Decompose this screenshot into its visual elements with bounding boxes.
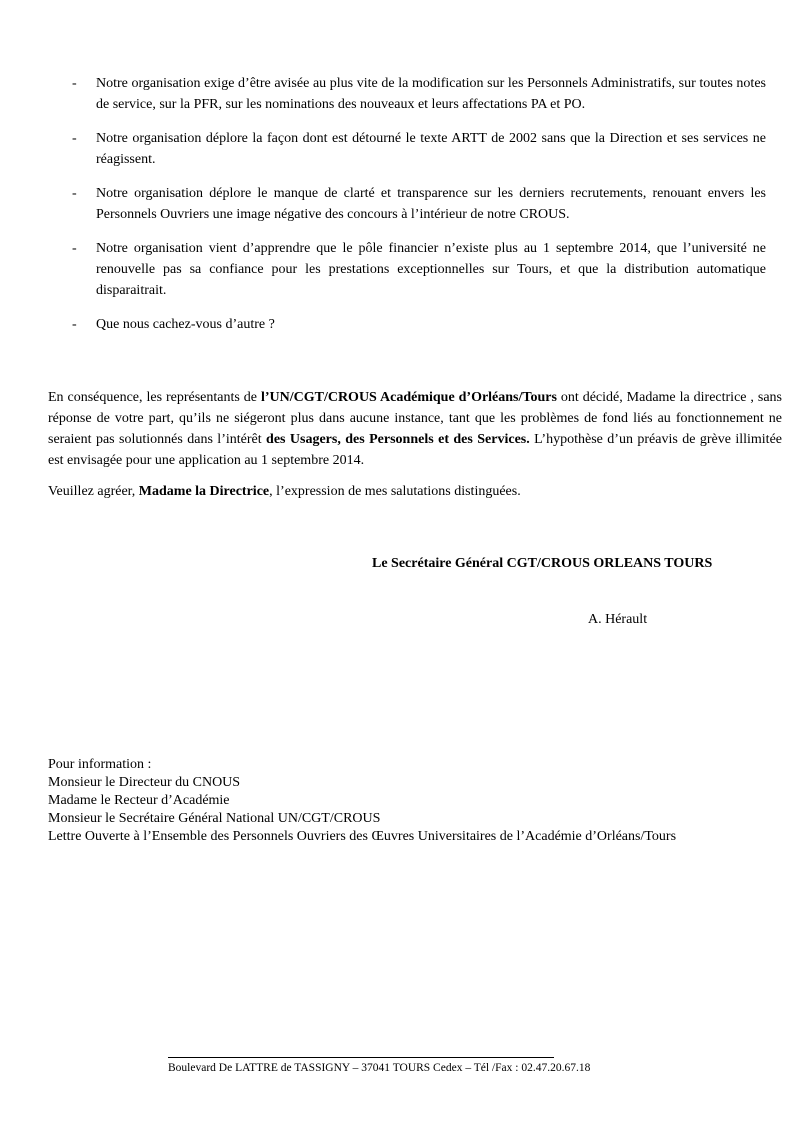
- consequence-paragraph: [48, 387, 782, 471]
- union-name: l’UN/CGT/CROUS Académique d’Orléans/Tours: [260, 390, 557, 405]
- demands-list: [72, 73, 766, 335]
- footer-divider: [168, 1057, 554, 1058]
- recipient-line: Monsieur le Secrétaire Général National UN/CGT/CROUS: [48, 811, 381, 826]
- list-item: - Notre organisation exige d’être avisée au plus vite de la modification sur les Personnels Administratifs, sur toutes notes de service, sur la PFR, sur les nominations des nouveaux et leurs affectations PA et PO.: [72, 73, 766, 115]
- copy-recipients: [48, 756, 676, 846]
- signature-name: A. Hérault: [588, 612, 648, 627]
- footer-address: Boulevard De LATTRE de TASSIGNY – 37041 TOURS Cedex – Tél /Fax : 02.47.20.67.18: [168, 1062, 591, 1074]
- list-item: - Notre organisation déplore la façon dont est détourné le texte ARTT de 2002 sans que la Direction et ses services ne réagissent.: [72, 128, 766, 170]
- list-item: - Notre organisation vient d’apprendre que le pôle financier n’existe plus au 1 septembre 2014, que l’université ne renouvelle pas sa confiance pour les prestations exceptionnelles sur Tours, et que la distribution automatique disparaitrait.: [72, 238, 766, 301]
- addressee: Madame la Directrice: [138, 484, 270, 499]
- consequence-text-2: ont décidé, Madame la directrice , sans réponse de votre part, qu’ils ne siégeront plus dans aucune instance, tant que les problèmes de fond liés au fonctionnement ne seraient pas solutionnés dans l’intérêt: [48, 390, 782, 447]
- closing-paragraph: [48, 481, 782, 502]
- list-item: - Notre organisation déplore le manque de clarté et transparence sur les derniers recrutements, renouant envers les Personnels Ouvriers une image négative des concours à l’intérieur de notre CROUS.: [72, 183, 766, 225]
- recipient-line: Madame le Recteur d’Académie: [48, 793, 230, 808]
- consequence-text-1: En conséquence, les représentants de: [48, 390, 261, 405]
- signature-title: Le Secrétaire Général CGT/CROUS ORLEANS TOURS: [372, 556, 713, 571]
- list-item: - Que nous cachez-vous d’autre ?: [72, 314, 766, 335]
- recipient-line: Lettre Ouverte à l’Ensemble des Personnels Ouvriers des Œuvres Universitaires de l’Académie d’Orléans/Tours: [48, 829, 677, 844]
- recipient-line: Monsieur le Directeur du CNOUS: [48, 775, 241, 790]
- info-heading: Pour information :: [48, 757, 152, 772]
- consequence-text-3: L’hypothèse d’un préavis de grève illimitée est envisagée pour une application au 1 septembre 2014.: [48, 432, 783, 468]
- closing-text-2: , l’expression de mes salutations distinguées.: [269, 484, 521, 499]
- closing-text-1: Veuillez agréer,: [48, 484, 139, 499]
- beneficiaries: des Usagers, des Personnels et des Services.: [266, 432, 530, 447]
